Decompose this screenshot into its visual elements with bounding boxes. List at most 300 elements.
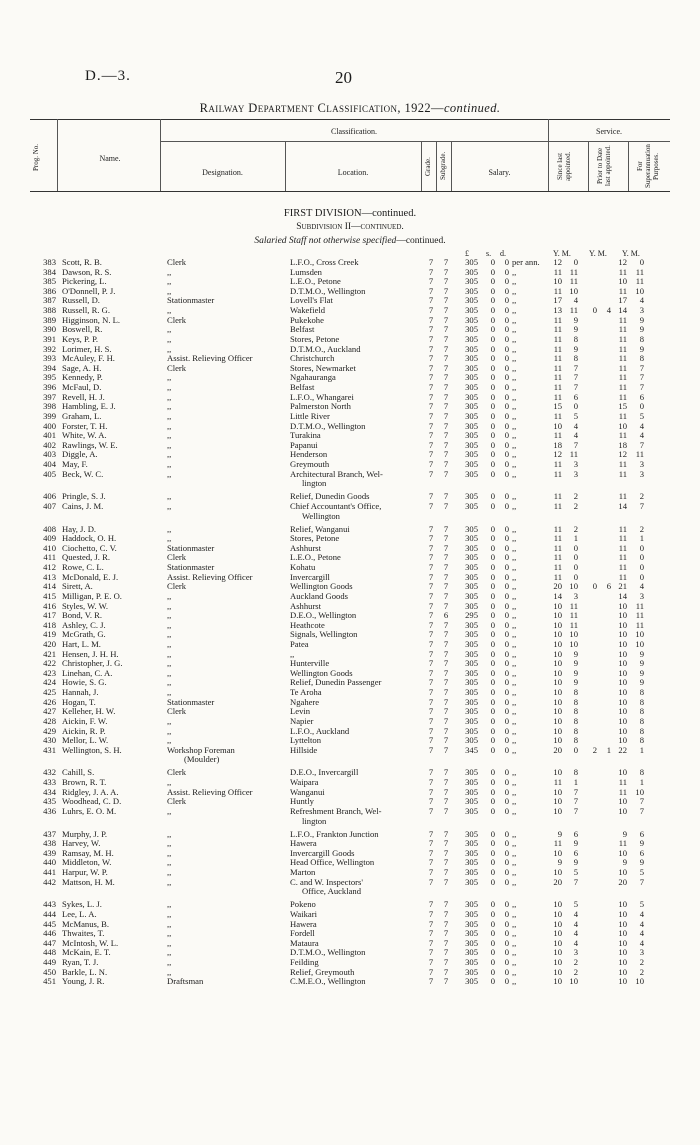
super-years: 11 (618, 391, 627, 402)
salary-pounds: 305 (465, 786, 478, 797)
super-months: 10 (635, 638, 644, 649)
salary-pounds: 305 (465, 767, 478, 778)
salary-pence: 0 (504, 314, 509, 325)
grade: 7 (428, 468, 434, 479)
location: L.E.O., Petone (290, 552, 341, 563)
location: Ashhurst (290, 542, 322, 553)
super-months: 10 (635, 285, 644, 296)
salary-pence: 0 (504, 838, 509, 849)
staff-rest: —continued. (396, 236, 446, 246)
location: L.F.O., Cross Creek (290, 257, 359, 267)
since-years: 9 (557, 828, 562, 839)
prog-no: 418 (43, 619, 56, 630)
salary-shillings: 0 (490, 314, 495, 325)
salary-pence: 0 (504, 648, 509, 659)
subgrade: 7 (443, 459, 449, 470)
salary-pence: 0 (504, 610, 509, 621)
since-years: 11 (553, 266, 562, 277)
super-months: 10 (635, 976, 644, 987)
employee-name: Lee, L. A. (62, 908, 97, 919)
salary-pence: 0 (504, 542, 509, 553)
since-months: 9 (573, 658, 578, 669)
grade: 7 (428, 966, 434, 977)
super-months: 8 (639, 687, 644, 698)
salary-pence: 0 (504, 285, 509, 296)
super-months: 6 (639, 847, 644, 858)
salary-shillings: 0 (490, 590, 495, 601)
subgrade: 7 (443, 295, 449, 306)
salary-period: ,, (512, 857, 517, 868)
location: Belfast (290, 324, 315, 335)
designation: ,, (167, 372, 172, 383)
salary-pence: 0 (504, 500, 509, 511)
since-years: 11 (553, 314, 562, 325)
salary-pounds: 305 (465, 430, 478, 441)
salary-pounds: 305 (465, 658, 478, 669)
since-years: 11 (553, 542, 562, 553)
salary-pounds: 305 (465, 401, 478, 412)
grade: 7 (428, 928, 434, 939)
employee-name: Harvey, W. (62, 838, 101, 849)
salary-period: ,, (512, 610, 517, 621)
designation: ,, (167, 610, 172, 621)
prog-no: 420 (43, 638, 56, 649)
location: Auckland Goods (290, 590, 348, 601)
location: Patea (290, 638, 309, 649)
employee-name: Luhrs, E. O. M. (62, 805, 117, 816)
designation: ,, (167, 324, 172, 335)
location: Pukekohe (290, 314, 324, 325)
salary-shillings: 0 (490, 918, 495, 929)
designation: ,, (167, 285, 172, 296)
location: Relief, Dunedin Goods (290, 491, 370, 502)
grade: 7 (428, 552, 434, 563)
col-prog-no: Prog. No. (32, 143, 40, 172)
super-months: 2 (639, 966, 644, 977)
grade: 7 (428, 372, 434, 383)
super-months: 0 (639, 571, 644, 582)
location: D.T.M.O., Auckland (290, 343, 361, 354)
employee-name: Mattson, H. M. (62, 876, 115, 887)
super-months: 10 (635, 629, 644, 640)
salary-shillings: 0 (490, 957, 495, 968)
super-months: 3 (639, 468, 644, 479)
since-months: 0 (573, 401, 578, 412)
since-years: 11 (553, 533, 562, 544)
divider (628, 141, 629, 191)
location: Architectural Branch, Wel- (290, 468, 383, 479)
prog-no: 385 (43, 276, 56, 287)
prior-months: 4 (606, 305, 611, 316)
super-years: 11 (618, 266, 627, 277)
salary-pounds: 305 (465, 410, 478, 421)
divider (436, 141, 437, 191)
prog-no: 451 (43, 976, 56, 987)
employee-name: May, F. (62, 459, 88, 470)
since-months: 9 (573, 857, 578, 868)
since-years: 10 (553, 937, 562, 948)
employee-name: Pickering, L. (62, 276, 107, 287)
salary-period: per ann. (512, 257, 540, 267)
prog-no: 407 (43, 500, 56, 511)
salary-pence: 0 (504, 590, 509, 601)
grade: 7 (428, 391, 434, 402)
location: Relief, Wanganui (290, 523, 350, 534)
since-years: 10 (553, 658, 562, 669)
salary-shillings: 0 (490, 343, 495, 354)
location: Refreshment Branch, Wel- (290, 805, 382, 816)
salary-pence: 0 (504, 928, 509, 939)
location: Stores, Newmarket (290, 362, 356, 373)
salary-shillings: 0 (490, 533, 495, 544)
salary-shillings: 0 (490, 847, 495, 858)
salary-shillings: 0 (490, 796, 495, 807)
unit-pound: £ (465, 249, 469, 258)
designation: ,, (167, 847, 172, 858)
subgrade: 7 (443, 735, 449, 746)
salary-pounds: 305 (465, 600, 478, 611)
grade: 7 (428, 430, 434, 441)
salary-pounds: 305 (465, 552, 478, 563)
divider (588, 141, 589, 191)
salary-pence: 0 (504, 430, 509, 441)
grade: 7 (428, 867, 434, 878)
salary-period: ,, (512, 581, 517, 592)
document-header-left: D.—3. (85, 68, 131, 84)
super-months: 0 (639, 562, 644, 573)
salary-pounds: 305 (465, 449, 478, 460)
prog-no: 413 (43, 571, 56, 582)
subgrade: 7 (443, 542, 449, 553)
divider (548, 141, 670, 142)
designation: ,, (167, 333, 172, 344)
staff-italic: Salaried Staff not otherwise specified (254, 236, 397, 246)
subgrade: 7 (443, 857, 449, 868)
salary-pence: 0 (504, 677, 509, 688)
since-months: 11 (569, 610, 578, 621)
super-years: 10 (618, 796, 627, 807)
salary-pounds: 305 (465, 629, 478, 640)
super-years: 10 (618, 687, 627, 698)
since-months: 4 (573, 937, 578, 948)
since-years: 10 (553, 638, 562, 649)
header-bottom-rule (30, 191, 670, 192)
subgrade: 7 (443, 947, 449, 958)
employee-name: Scott, R. B. (62, 257, 102, 267)
salary-pence: 0 (504, 744, 509, 755)
location: ,, (290, 648, 295, 659)
designation: ,, (167, 667, 172, 678)
unit-ym-since: Y. M. (553, 249, 571, 258)
super-years: 12 (618, 449, 627, 460)
employee-name: Dawson, R. S. (62, 266, 112, 277)
since-months: 8 (573, 715, 578, 726)
since-years: 11 (553, 468, 562, 479)
prior-months: 1 (606, 744, 611, 755)
salary-pounds: 305 (465, 257, 478, 267)
since-months: 8 (573, 706, 578, 717)
location: Hunterville (290, 658, 330, 669)
salary-period: ,, (512, 706, 517, 717)
grade: 7 (428, 658, 434, 669)
salary-pounds: 305 (465, 838, 478, 849)
super-months: 7 (639, 805, 644, 816)
grade: 7 (428, 796, 434, 807)
salary-pounds: 305 (465, 805, 478, 816)
employee-name: Murphy, J. P. (62, 828, 108, 839)
prog-no: 398 (43, 401, 56, 412)
super-months: 11 (635, 449, 644, 460)
since-years: 11 (553, 838, 562, 849)
salary-shillings: 0 (490, 449, 495, 460)
salary-pence: 0 (504, 857, 509, 868)
subgrade: 7 (443, 581, 449, 592)
employee-name: Russell, D. (62, 295, 100, 306)
subgrade: 6 (443, 610, 449, 621)
since-years: 10 (553, 847, 562, 858)
location: Stores, Petone (290, 533, 340, 544)
salary-shillings: 0 (490, 305, 495, 316)
salary-pence: 0 (504, 937, 509, 948)
since-months: 6 (573, 847, 578, 858)
salary-pounds: 305 (465, 353, 478, 364)
super-years: 10 (618, 976, 627, 987)
salary-pence: 0 (504, 420, 509, 431)
salary-period: ,, (512, 562, 517, 573)
salary-pence: 0 (504, 276, 509, 287)
salary-pence: 0 (504, 735, 509, 746)
since-years: 10 (553, 687, 562, 698)
prog-no: 402 (43, 439, 56, 450)
designation: ,, (167, 629, 172, 640)
since-months: 0 (573, 571, 578, 582)
salary-shillings: 0 (490, 828, 495, 839)
salary-shillings: 0 (490, 276, 495, 287)
super-months: 10 (635, 786, 644, 797)
subgrade: 7 (443, 590, 449, 601)
employee-name: Sykes, L. J. (62, 899, 102, 910)
subgrade: 7 (443, 828, 449, 839)
employee-name: Ashley, C. J. (62, 619, 106, 630)
salary-pounds: 305 (465, 847, 478, 858)
designation: ,, (167, 430, 172, 441)
super-months: 4 (639, 295, 644, 306)
super-months: 11 (635, 610, 644, 621)
prog-no: 390 (43, 324, 56, 335)
salary-shillings: 0 (490, 899, 495, 910)
salary-period: ,, (512, 735, 517, 746)
salary-period: ,, (512, 786, 517, 797)
super-years: 10 (618, 805, 627, 816)
designation: Clerk (167, 362, 187, 373)
since-months: 7 (573, 876, 578, 887)
grade: 7 (428, 677, 434, 688)
super-months: 9 (639, 838, 644, 849)
super-months: 7 (639, 362, 644, 373)
super-years: 11 (618, 372, 627, 383)
salary-shillings: 0 (490, 410, 495, 421)
salary-period: ,, (512, 838, 517, 849)
salary-pounds: 295 (465, 610, 478, 621)
prog-no: 404 (43, 459, 56, 470)
employee-name: Lorimer, H. S. (62, 343, 112, 354)
designation: ,, (167, 619, 172, 630)
since-years: 12 (553, 449, 562, 460)
salary-shillings: 0 (490, 648, 495, 659)
employee-name: Milligan, P. E. O. (62, 590, 122, 601)
designation: Clerk (167, 767, 187, 778)
prog-no: 433 (43, 777, 56, 788)
since-years: 10 (553, 276, 562, 287)
subgrade: 7 (443, 333, 449, 344)
grade: 7 (428, 619, 434, 630)
salary-period: ,, (512, 629, 517, 640)
salary-pence: 0 (504, 696, 509, 707)
subgrade: 7 (443, 937, 449, 948)
grade: 7 (428, 828, 434, 839)
col-subgrade: Subgrade. (439, 151, 447, 181)
since-months: 11 (569, 276, 578, 287)
grade: 7 (428, 648, 434, 659)
super-months: 8 (639, 353, 644, 364)
super-months: 3 (639, 590, 644, 601)
col-superannuation: For Superannuation Purposes. (636, 144, 660, 188)
salary-shillings: 0 (490, 500, 495, 511)
designation: Clerk (167, 257, 187, 267)
employee-name: Cains, J. M. (62, 500, 104, 511)
location: D.E.O., Wellington (290, 610, 357, 621)
location: Head Office, Wellington (290, 857, 375, 868)
since-years: 11 (553, 372, 562, 383)
designation: Assist. Relieving Officer (167, 786, 253, 797)
salary-period: ,, (512, 725, 517, 736)
salary-period: ,, (512, 491, 517, 502)
designation: Stationmaster (167, 696, 215, 707)
subgrade: 7 (443, 430, 449, 441)
prog-no: 419 (43, 629, 56, 640)
employee-name: Hogan, T. (62, 696, 96, 707)
designation: ,, (167, 600, 172, 611)
salary-pounds: 305 (465, 562, 478, 573)
prog-no: 446 (43, 928, 56, 939)
salary-period: ,, (512, 542, 517, 553)
employee-name: Woodhead, C. D. (62, 796, 122, 807)
super-months: 6 (639, 391, 644, 402)
location: Ashhurst (290, 600, 322, 611)
super-months: 7 (639, 439, 644, 450)
location-continued: Wellington (302, 510, 340, 521)
salary-period: ,, (512, 648, 517, 659)
location: Little River (290, 410, 330, 421)
employee-name: Styles, W. W. (62, 600, 109, 611)
location: Wellington Goods (290, 581, 353, 592)
since-months: 5 (573, 899, 578, 910)
salary-shillings: 0 (490, 876, 495, 887)
salary-pence: 0 (504, 552, 509, 563)
location-continued: lington (302, 815, 327, 826)
location: Christchurch (290, 353, 335, 364)
since-years: 10 (553, 899, 562, 910)
grade: 7 (428, 257, 434, 267)
salary-pence: 0 (504, 571, 509, 582)
salary-pounds: 305 (465, 581, 478, 592)
employee-name: McDonald, E. J. (62, 571, 119, 582)
location: Wanganui (290, 786, 325, 797)
since-years: 11 (553, 382, 562, 393)
super-months: 9 (639, 658, 644, 669)
salary-period: ,, (512, 658, 517, 669)
grade: 7 (428, 735, 434, 746)
location: C.M.E.O., Wellington (290, 976, 366, 987)
salary-pounds: 305 (465, 523, 478, 534)
salary-shillings: 0 (490, 677, 495, 688)
super-months: 2 (639, 523, 644, 534)
subgrade: 7 (443, 786, 449, 797)
col-salary: Salary. (488, 168, 511, 177)
salary-period: ,, (512, 430, 517, 441)
location: Palmerston North (290, 401, 351, 412)
super-years: 11 (618, 459, 627, 470)
grade: 7 (428, 976, 434, 987)
prog-no: 393 (43, 353, 56, 364)
since-months: 5 (573, 410, 578, 421)
employee-name: McFaul, D. (62, 382, 102, 393)
super-months: 2 (639, 491, 644, 502)
super-years: 11 (618, 523, 627, 534)
since-years: 13 (553, 305, 562, 316)
grade: 7 (428, 918, 434, 929)
super-years: 10 (618, 715, 627, 726)
subgrade: 7 (443, 257, 449, 267)
subdivision-heading: Subdivision II—continued. (296, 222, 404, 232)
employee-name: McManus, B. (62, 918, 110, 929)
super-months: 9 (639, 324, 644, 335)
salary-pence: 0 (504, 410, 509, 421)
employee-name: Ryan, T. J. (62, 957, 99, 968)
location: Invercargill (290, 571, 330, 582)
salary-pence: 0 (504, 867, 509, 878)
location: Lovell's Flat (290, 295, 333, 306)
salary-shillings: 0 (490, 838, 495, 849)
salary-shillings: 0 (490, 420, 495, 431)
super-months: 8 (639, 706, 644, 717)
salary-period: ,, (512, 372, 517, 383)
since-months: 9 (573, 667, 578, 678)
subgrade: 7 (443, 562, 449, 573)
salary-shillings: 0 (490, 767, 495, 778)
grade: 7 (428, 600, 434, 611)
salary-shillings: 0 (490, 976, 495, 987)
grade: 7 (428, 571, 434, 582)
salary-pence: 0 (504, 533, 509, 544)
designation: ,, (167, 805, 172, 816)
designation: ,, (167, 777, 172, 788)
prog-no: 447 (43, 937, 56, 948)
super-months: 1 (639, 744, 644, 755)
super-months: 4 (639, 430, 644, 441)
super-years: 10 (618, 638, 627, 649)
designation: ,, (167, 838, 172, 849)
salary-pounds: 305 (465, 976, 478, 987)
location: D.E.O., Invercargill (290, 767, 359, 778)
grade: 7 (428, 266, 434, 277)
location: Fordell (290, 928, 315, 939)
salary-period: ,, (512, 876, 517, 887)
grade: 7 (428, 523, 434, 534)
salary-pounds: 305 (465, 867, 478, 878)
salary-shillings: 0 (490, 638, 495, 649)
grade: 7 (428, 899, 434, 910)
